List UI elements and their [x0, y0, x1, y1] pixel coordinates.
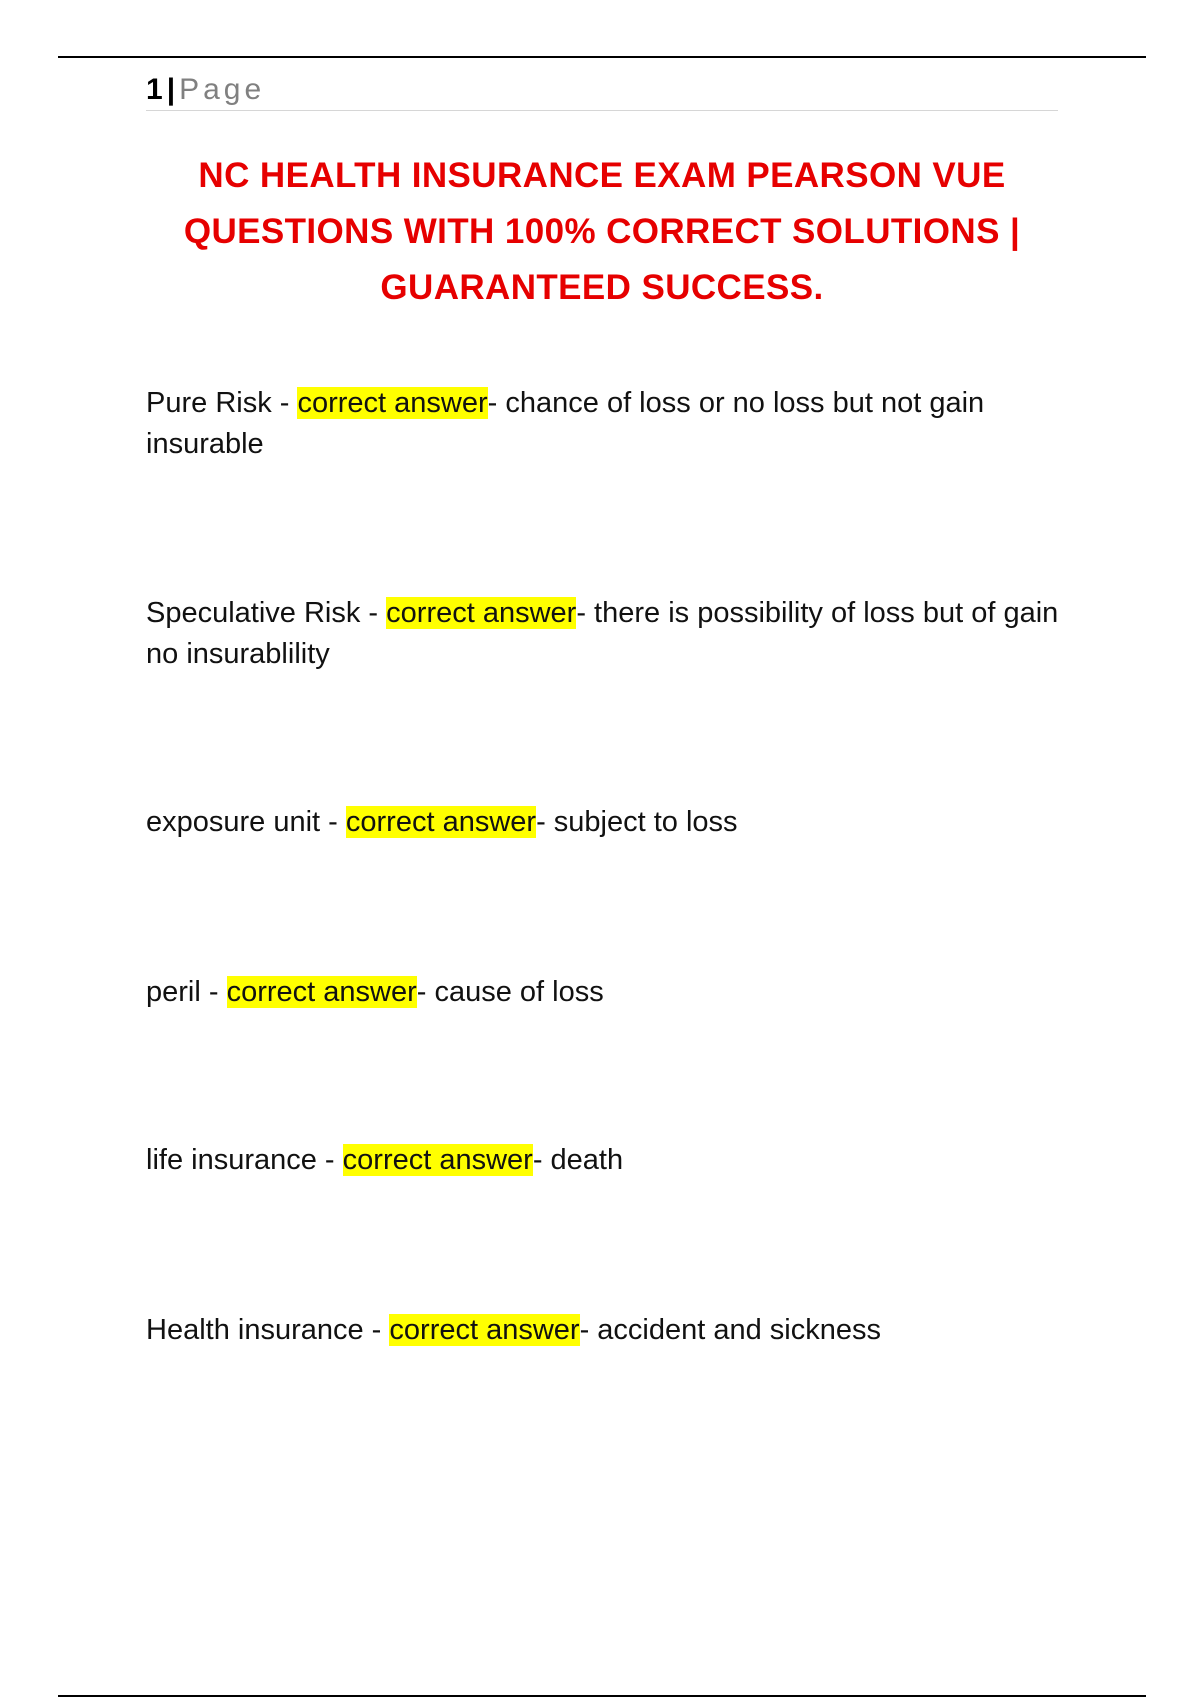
qa-answer: - cause of loss — [416, 976, 604, 1008]
qa-answer: - accident and sickness — [579, 1314, 882, 1346]
qa-highlight-label: correct answer — [389, 1314, 580, 1346]
qa-entry-speculative-risk — [146, 593, 1066, 675]
bottom-divider — [58, 1695, 1146, 1697]
qa-answer: - chance of loss or no loss but not gain insurable — [146, 387, 985, 460]
qa-entry-peril — [146, 972, 1066, 1013]
qa-highlight-label: correct answer — [297, 387, 488, 419]
qa-highlight-label: correct answer — [226, 976, 417, 1008]
qa-term: Speculative Risk - — [146, 597, 387, 629]
page-number: 1 — [146, 73, 163, 106]
qa-highlight-label: correct answer — [386, 597, 577, 629]
page-label: Page — [179, 73, 266, 106]
qa-answer: - death — [532, 1144, 624, 1176]
top-divider — [58, 56, 1146, 58]
qa-entry-life-insurance — [146, 1140, 1066, 1181]
qa-term: peril - — [146, 976, 227, 1008]
qa-term: exposure unit - — [146, 806, 346, 838]
qa-term: Pure Risk - — [146, 387, 298, 419]
document-title: NC HEALTH INSURANCE EXAM PEARSON VUE QUESTIONS WITH 100% CORRECT SOLUTIONS | GUARANTEED SUCCESS. — [183, 156, 1021, 307]
qa-entry-pure-risk — [146, 383, 1066, 465]
page-header — [146, 70, 1058, 111]
qa-highlight-label: correct answer — [342, 1144, 533, 1176]
qa-entry-exposure-unit — [146, 802, 1066, 843]
qa-entry-health-insurance — [146, 1310, 1066, 1351]
qa-highlight-label: correct answer — [345, 806, 537, 838]
qa-answer: - subject to loss — [536, 806, 738, 838]
page-separator: | — [166, 73, 176, 106]
qa-term: Health insurance - — [146, 1314, 390, 1346]
qa-answer: - there is possibility of loss but of gain no insurablility — [146, 597, 1059, 670]
qa-term: life insurance - — [146, 1144, 343, 1176]
